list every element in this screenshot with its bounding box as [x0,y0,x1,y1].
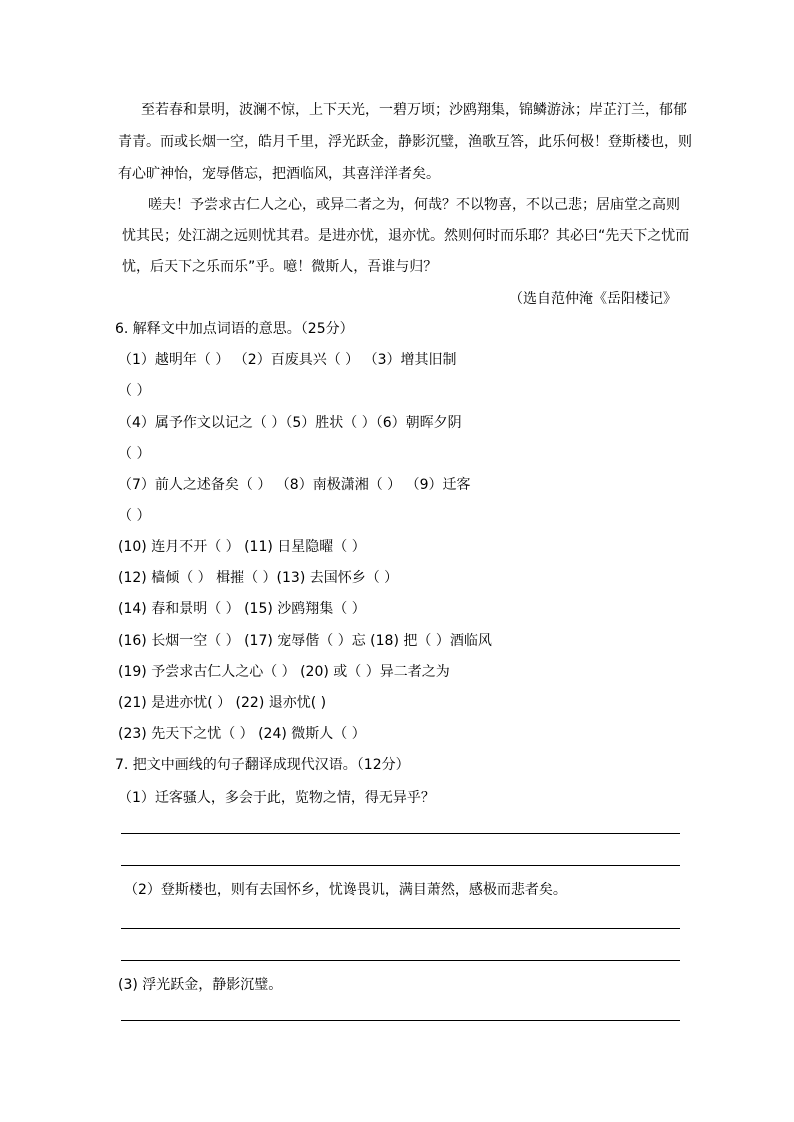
passage-line: 嗟夫！予尝求古仁人之心，或异二者之为，何哉？不以物喜，不以己悲；居庙堂之高则 [148,197,680,213]
question-6-line: (19) 予尝求古仁人之心（ ） (20) 或（ ）异二者之为 [118,664,450,680]
question-6-line: (12) 樯倾（ ） 楫摧（ ）(13) 去国怀乡（ ） [118,570,399,586]
answer-line [121,928,680,929]
passage-line: 有心旷神怡，宠辱偕忘，把酒临风，其喜洋洋者矣。 [118,166,440,182]
question-6-line: (21) 是进亦忧( ） (22) 退亦忧( ) [118,695,327,711]
answer-line [121,960,680,961]
question-6-line: （ ） [118,383,151,399]
question-6-line: (14) 春和景明（ ） (15) 沙鸥翔集（ ） [118,601,366,617]
question-6-line: （ ） [118,508,151,524]
question-6-line: (16) 长烟一空（ ） (17) 宠辱偕（ ）忘 (18) 把（ ）酒临风 [118,633,492,649]
question-6-line: （4）属予作文以记之（ ）（5）胜状（ ）（6）朝晖夕阴 [118,415,462,431]
answer-line [121,865,680,866]
question-6-line: （ ） [118,446,151,462]
question-6-line: （1）越明年（ ） （2）百废具兴（ ） （3）增其旧制 [118,352,457,368]
passage-line: 青青。而或长烟一空，皓月千里，浮光跃金，静影沉璧，渔歌互答，此乐何极！登斯楼也，则 [118,134,692,150]
question-6-line: (10) 连月不开（ ） (11) 日星隐曜（ ） [118,539,366,555]
question-6-line: （7）前人之述备矣（ ） （8）南极潇湘（ ） （9）迁客 [118,477,471,493]
question-7-sentence-2: （2）登斯楼也，则有去国怀乡，忧谗畏讥，满目萧然，感极而悲者矣。 [124,882,567,898]
passage-line: 至若春和景明，波澜不惊，上下天光，一碧万顷；沙鸥翔集，锦鳞游泳；岸芷汀兰，郁郁 [141,102,687,118]
answer-line [121,1020,680,1021]
question-7-sentence-1: （1）迁客骚人，多会于此，览物之情，得无异乎？ [118,790,435,806]
question-7-title: 7. 把文中画线的句子翻译成现代汉语。（12分） [115,757,410,773]
answer-line [121,833,680,834]
passage-line: 忧，后天下之乐而乐”乎。噫！微斯人，吾谁与归？ [122,259,438,275]
passage-source: （选自范仲淹《岳阳楼记》 [509,291,677,307]
question-6-title: 6. 解释文中加点词语的意思。（25分） [115,321,354,337]
question-7-sentence-3: (3) 浮光跃金，静影沉璧。 [118,977,283,993]
question-6-line: (23) 先天下之忧（ ） (24) 微斯人（ ） [118,726,366,742]
passage-line: 忧其民；处江湖之远则忧其君。是进亦忧，退亦忧。然则何时而乐耶？其必曰“先天下之忧而 [122,228,690,244]
